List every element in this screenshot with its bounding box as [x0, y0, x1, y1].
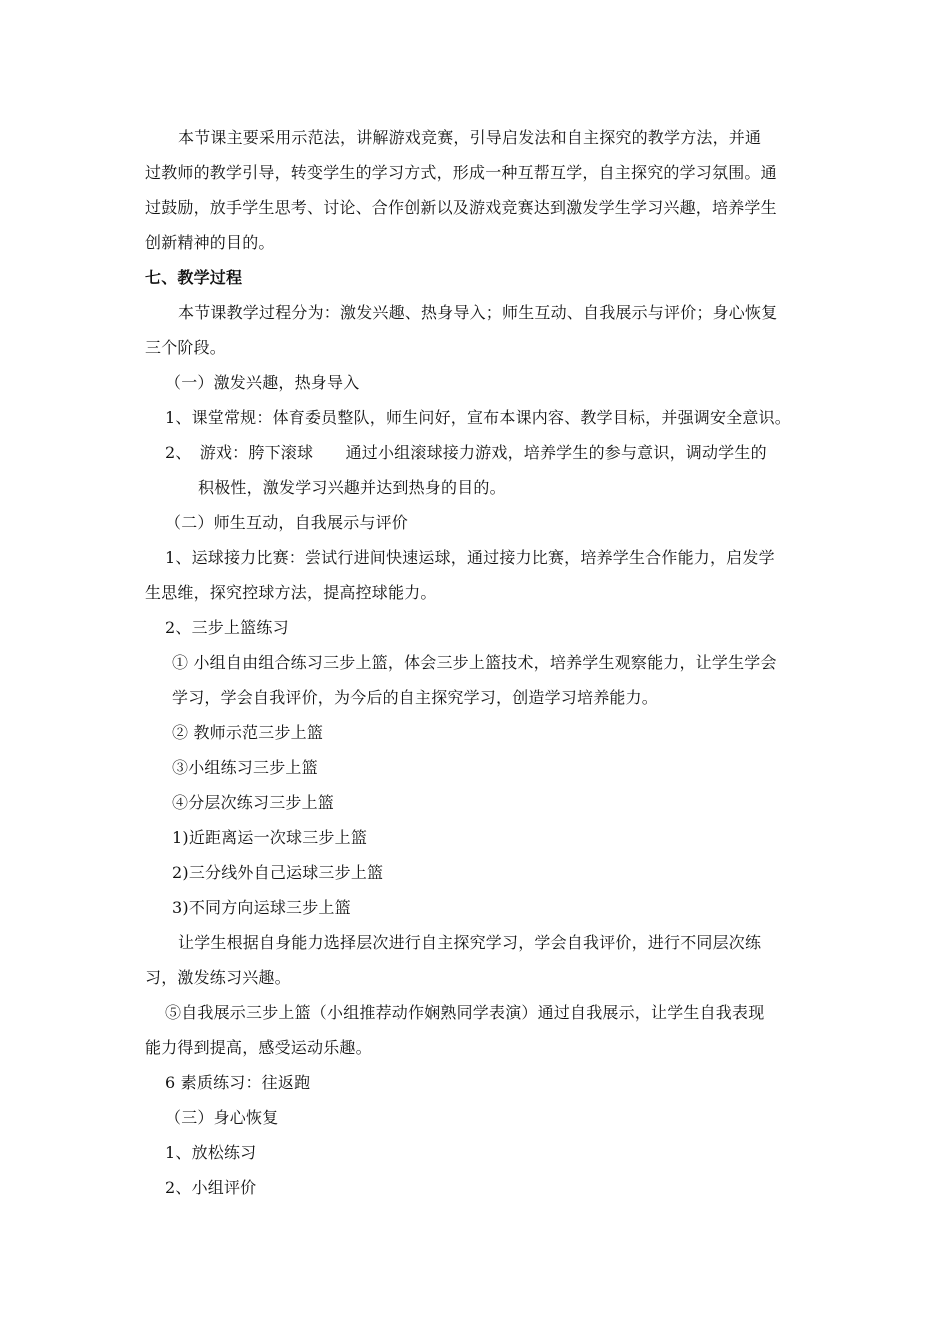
layup-level-3: 3)不同方向运球三步上篮 [172, 898, 351, 917]
paragraph-method-line-4: 创新精神的目的。 [145, 233, 275, 252]
list-item-layup-practice: 2、三步上篮练习 [165, 618, 289, 637]
list-item-class-routine: 1、课堂常规：体育委员整队，师生问好，宣布本课内容、教学目标，并强调安全意识。 [165, 408, 791, 427]
paragraph-process-line-2: 三个阶段。 [145, 338, 227, 357]
layup-step-4: ④分层次练习三步上篮 [172, 793, 335, 812]
paragraph-method-line-2: 过教师的教学引导，转变学生的学习方式，形成一种互帮互学，自主探究的学习氛围。通 [145, 163, 777, 182]
subheading-part-two: （二）师生互动，自我展示与评价 [165, 513, 409, 532]
layup-level-2: 2)三分线外自己运球三步上篮 [172, 863, 384, 882]
paragraph-levels-line-1: 让学生根据自身能力选择层次进行自主探究学习，学会自我评价，进行不同层次练 [178, 933, 762, 952]
layup-step-5-line-2: 能力得到提高，感受运动乐趣。 [145, 1038, 372, 1057]
paragraph-process-line-1: 本节课教学过程分为：激发兴趣、热身导入；师生互动、自我展示与评价；身心恢复 [178, 303, 778, 322]
list-item-game-line-1: 2、 游戏：胯下滚球 通过小组滚球接力游戏，培养学生的参与意识，调动学生的 [165, 443, 767, 462]
paragraph-method-line-3: 过鼓励，放手学生思考、讨论、合作创新以及游戏竞赛达到激发学生学习兴趣，培养学生 [145, 198, 777, 217]
list-item-group-evaluation: 2、小组评价 [165, 1178, 257, 1197]
layup-step-3: ③小组练习三步上篮 [172, 758, 318, 777]
list-item-fitness: 6 素质练习：往返跑 [165, 1073, 311, 1092]
layup-step-1-line-2: 学习，学会自我评价，为今后的自主探究学习，创造学习培养能力。 [172, 688, 659, 707]
layup-level-1: 1)近距离运一次球三步上篮 [172, 828, 368, 847]
paragraph-method-line-1: 本节课主要采用示范法，讲解游戏竞赛，引导启发法和自主探究的教学方法，并通 [178, 128, 762, 147]
list-item-relay-line-1: 1、运球接力比赛：尝试行进间快速运球，通过接力比赛，培养学生合作能力，启发学 [165, 548, 775, 567]
list-item-game-line-2: 积极性，激发学习兴趣并达到热身的目的。 [198, 478, 506, 497]
subheading-part-three: （三）身心恢复 [165, 1108, 279, 1127]
layup-step-2: ② 教师示范三步上篮 [172, 723, 324, 742]
paragraph-levels-line-2: 习，激发练习兴趣。 [145, 968, 291, 987]
layup-step-5-line-1: ⑤自我展示三步上篮（小组推荐动作娴熟同学表演）通过自我展示，让学生自我表现 [165, 1003, 765, 1022]
list-item-relay-line-2: 生思维，探究控球方法，提高控球能力。 [145, 583, 437, 602]
section-heading-teaching-process: 七、教学过程 [145, 268, 243, 287]
layup-step-1-line-1: ① 小组自由组合练习三步上篮，体会三步上篮技术，培养学生观察能力，让学生学会 [172, 653, 777, 672]
subheading-part-one: （一）激发兴趣，热身导入 [165, 373, 360, 392]
list-item-relaxation: 1、放松练习 [165, 1143, 257, 1162]
